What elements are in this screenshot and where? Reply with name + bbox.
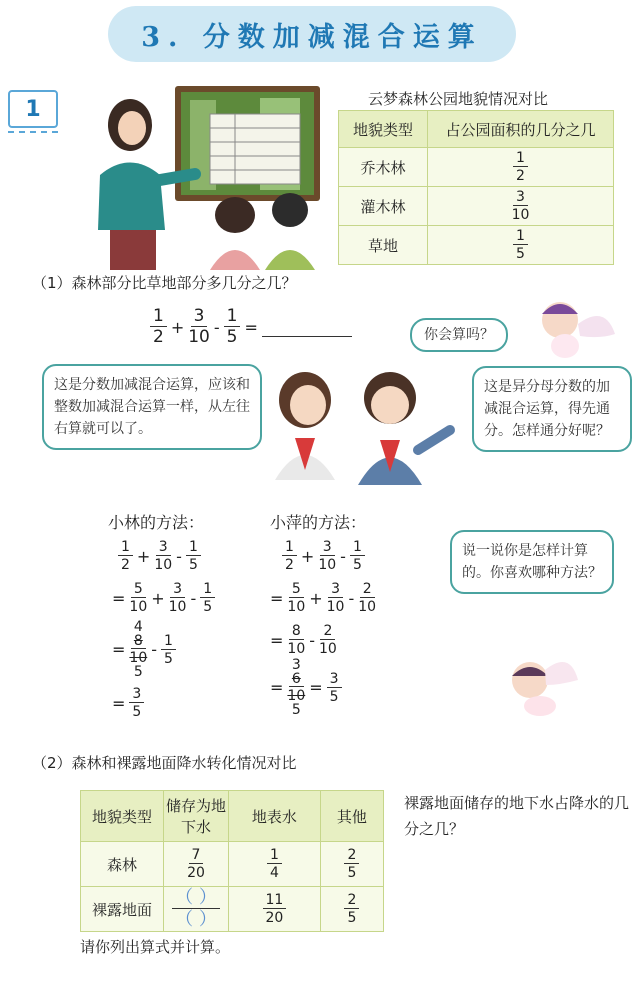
table1-row-fraction: $\frac{1}{2}$ [428,148,614,187]
table2-cell: $\frac{1}{4}$ [229,842,321,887]
example-number-badge [8,90,58,128]
table2-header: 其他 [320,791,383,842]
table2-header: 储存为地下水 [164,791,229,842]
instruction: 请你列出算式并计算。 [80,938,231,956]
bubble-angel-top: 你会算吗？ [410,318,508,352]
table2-cell: $\frac{7}{20}$ [164,842,229,887]
table1-caption: 云梦森林公园地貌情况对比 [368,90,549,108]
kids-illustration [250,360,465,490]
terrain-area-table [338,110,614,265]
table2-row-type: 裸露地面 [81,887,164,932]
rainfall-table [80,790,384,932]
angel-bottom-illustration [490,640,580,720]
table2-cell: $\frac{11}{20}$ [229,887,321,932]
angel-illustration [520,284,620,364]
bubble-boy: 这是异分母分数的加减混合运算，得先通分。怎样通分好呢？ [472,366,632,452]
method-xiaolin-title: 小林的方法： [108,513,205,532]
classroom-illustration [60,80,330,270]
main-equation: $\frac{1}{2}$ + $\frac{3}{10}$ - $\frac{1}{5}$ = [150,308,352,346]
page-title: 3. 分数加减混合运算 [141,21,483,53]
table2-cell: $\frac{2}{5}$ [320,842,383,887]
bubble-girl: 这是分数加减混合运算，应该和整数加减混合运算一样，从左往右算就可以了。 [42,364,262,450]
method-xiaoping-title: 小萍的方法： [270,513,367,532]
table1-row-type: 灌木林 [339,187,428,226]
table2-header: 地表水 [229,791,321,842]
bubble-angel-bottom: 说一说你是怎样计算的。你喜欢哪种方法？ [450,530,614,594]
answer-blank[interactable] [262,318,352,337]
table1-row-fraction: $\frac{1}{5}$ [428,226,614,265]
question-1: （1）森林部分比草地部分多几分之几？ [32,274,297,292]
table1-row-type: 草地 [339,226,428,265]
title-banner [108,6,516,62]
table2-row-type: 森林 [81,842,164,887]
table1-header-fraction: 占公园面积的几分之几 [428,111,614,148]
table2-cell: $\frac{2}{5}$ [320,887,383,932]
question-2: （2）森林和裸露地面降水转化情况对比 [32,754,297,772]
table1-header-type: 地貌类型 [339,111,428,148]
example-number: 1 [25,96,41,122]
table2-header: 地貌类型 [81,791,164,842]
method-xiaoping-steps: $\frac{1}{2}$ + $\frac{3}{10}$ - $\frac{1}{5}$ = $\frac{5}{10}$ + $\frac{3}{10}$ - $\frac{2}{10}$ = $\frac{8}{10}$ - $\frac{2}{10}$ = 3 6 10 5 = $\frac{3}{5}$ [270,539,377,718]
method-xiaolin-steps: $\frac{1}{2}$ + $\frac{3}{10}$ - $\frac{1}{5}$ = $\frac{5}{10}$ + $\frac{3}{10}$ - $\frac{1}{5}$ = 4 8 10 5 - $\frac{1}{5}$ = $\frac{3}{5}$ [112,540,242,719]
side-question: 裸露地面储存的地下水占降水的几分之几？ [404,794,630,838]
table1-row-type: 乔木林 [339,148,428,187]
table2-blank-cell[interactable]: $\frac{( )}{( )}$ [164,887,229,932]
table1-row-fraction: $\frac{3}{10}$ [428,187,614,226]
